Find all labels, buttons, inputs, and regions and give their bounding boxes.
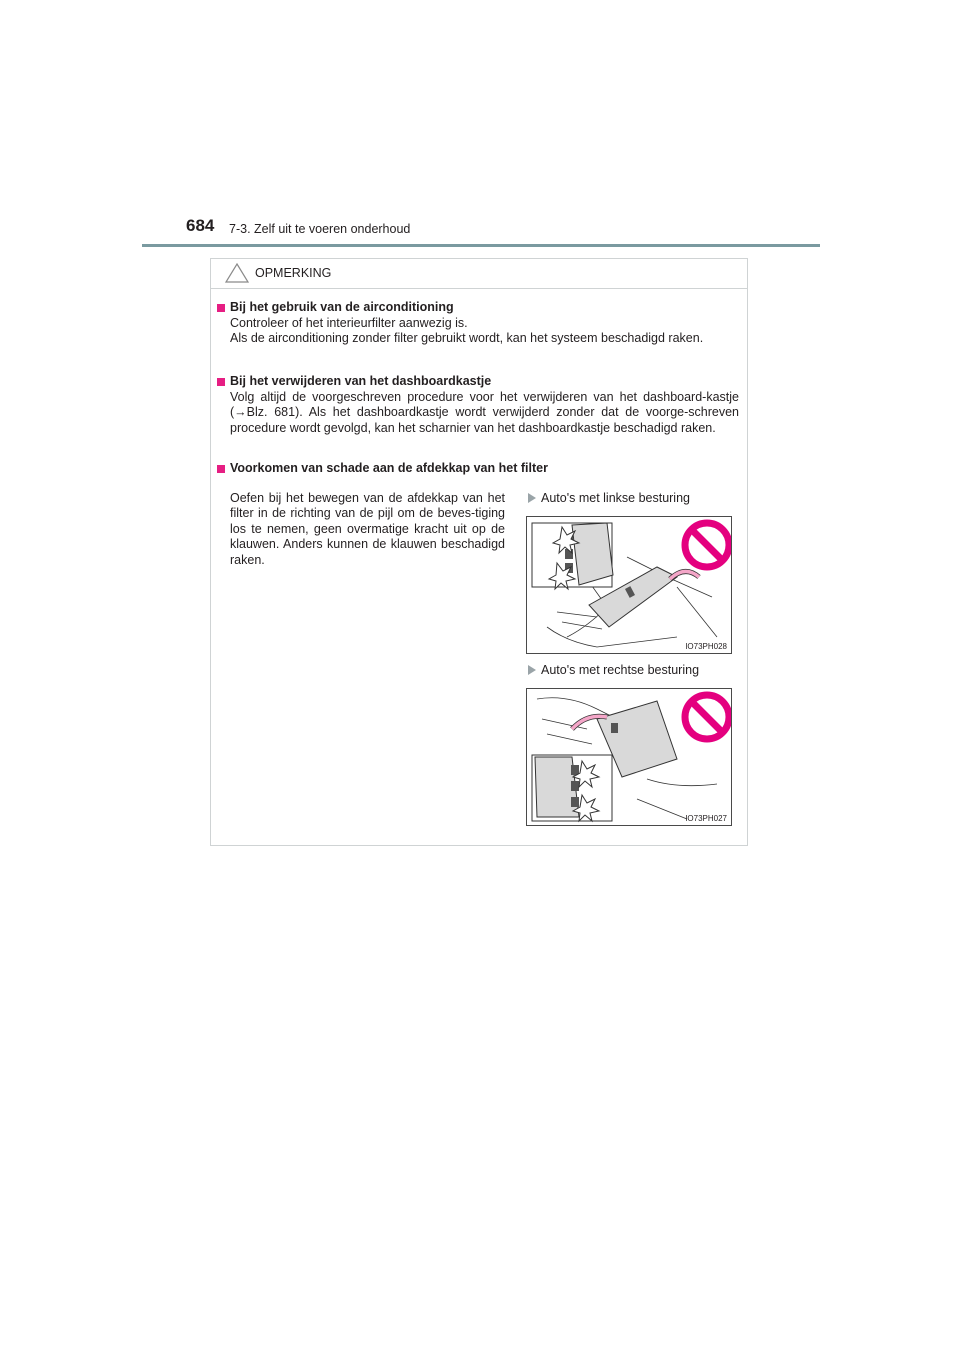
figure-code-rhd: IO73PH027	[685, 814, 727, 823]
notice-title: OPMERKING	[255, 266, 332, 280]
header-rule	[142, 244, 820, 247]
figure-lhd-illustration	[526, 516, 732, 654]
bullet-icon	[217, 378, 225, 386]
figure-label-text: Auto's met rechtse besturing	[541, 663, 700, 677]
arrow-right-icon	[528, 665, 536, 675]
filter-cover-illustration	[527, 517, 732, 654]
figure-label-rhd	[528, 663, 699, 677]
bullet-icon	[217, 465, 225, 473]
item-body-filter-cover: Oefen bij het bewegen van de afdekkap van het filter in de richting van de pijl om de beves-tiging los te nemen, geen overmatige kracht uit op de klauwen. Anders kunnen de klauwen beschadigd raken.	[230, 491, 505, 567]
notice-item-glovebox	[217, 374, 739, 436]
item-body-glovebox: Volg altijd de voorgeschreven procedure voor het verwijderen van het dashboard-kastje (→Blz. 681). Als het dashboardkastje wordt verwijderd zonder dat de voorge-schreven procedure wordt gevolgd, kan het scharnier van het dashboardkastje beschadigd raken.	[230, 389, 739, 435]
page-number: 684	[186, 216, 215, 235]
figure-code-lhd: IO73PH028	[685, 642, 727, 651]
heading-text: Bij het verwijderen van het dashboardkastje	[230, 374, 492, 388]
item-heading-glovebox	[217, 374, 739, 390]
heading-text: Voorkomen van schade aan de afdekkap van het filter	[230, 461, 548, 475]
item-heading-filter-cover	[217, 461, 739, 477]
section-title: 7-3. Zelf uit te voeren onderhoud	[229, 222, 411, 236]
warning-icon	[225, 263, 249, 283]
notice-item-filter-cover	[217, 461, 739, 477]
figure-label-lhd	[528, 491, 690, 505]
figure-label-text: Auto's met linkse besturing	[541, 491, 690, 505]
notice-box	[210, 258, 748, 846]
figure-rhd-illustration	[526, 688, 732, 826]
filter-cover-illustration	[527, 689, 732, 826]
bullet-icon	[217, 304, 225, 312]
heading-text: Bij het gebruik van de airconditioning	[230, 300, 454, 314]
item-body-aircon: Controleer of het interieurfilter aanwezig is. Als de airconditioning zonder filter gebruikt wordt, kan het systeem beschadigd raken.	[230, 315, 704, 346]
arrow-right-icon	[528, 493, 536, 503]
notice-item-aircon	[217, 300, 739, 347]
item-heading-aircon	[217, 300, 739, 316]
notice-header	[211, 259, 747, 289]
